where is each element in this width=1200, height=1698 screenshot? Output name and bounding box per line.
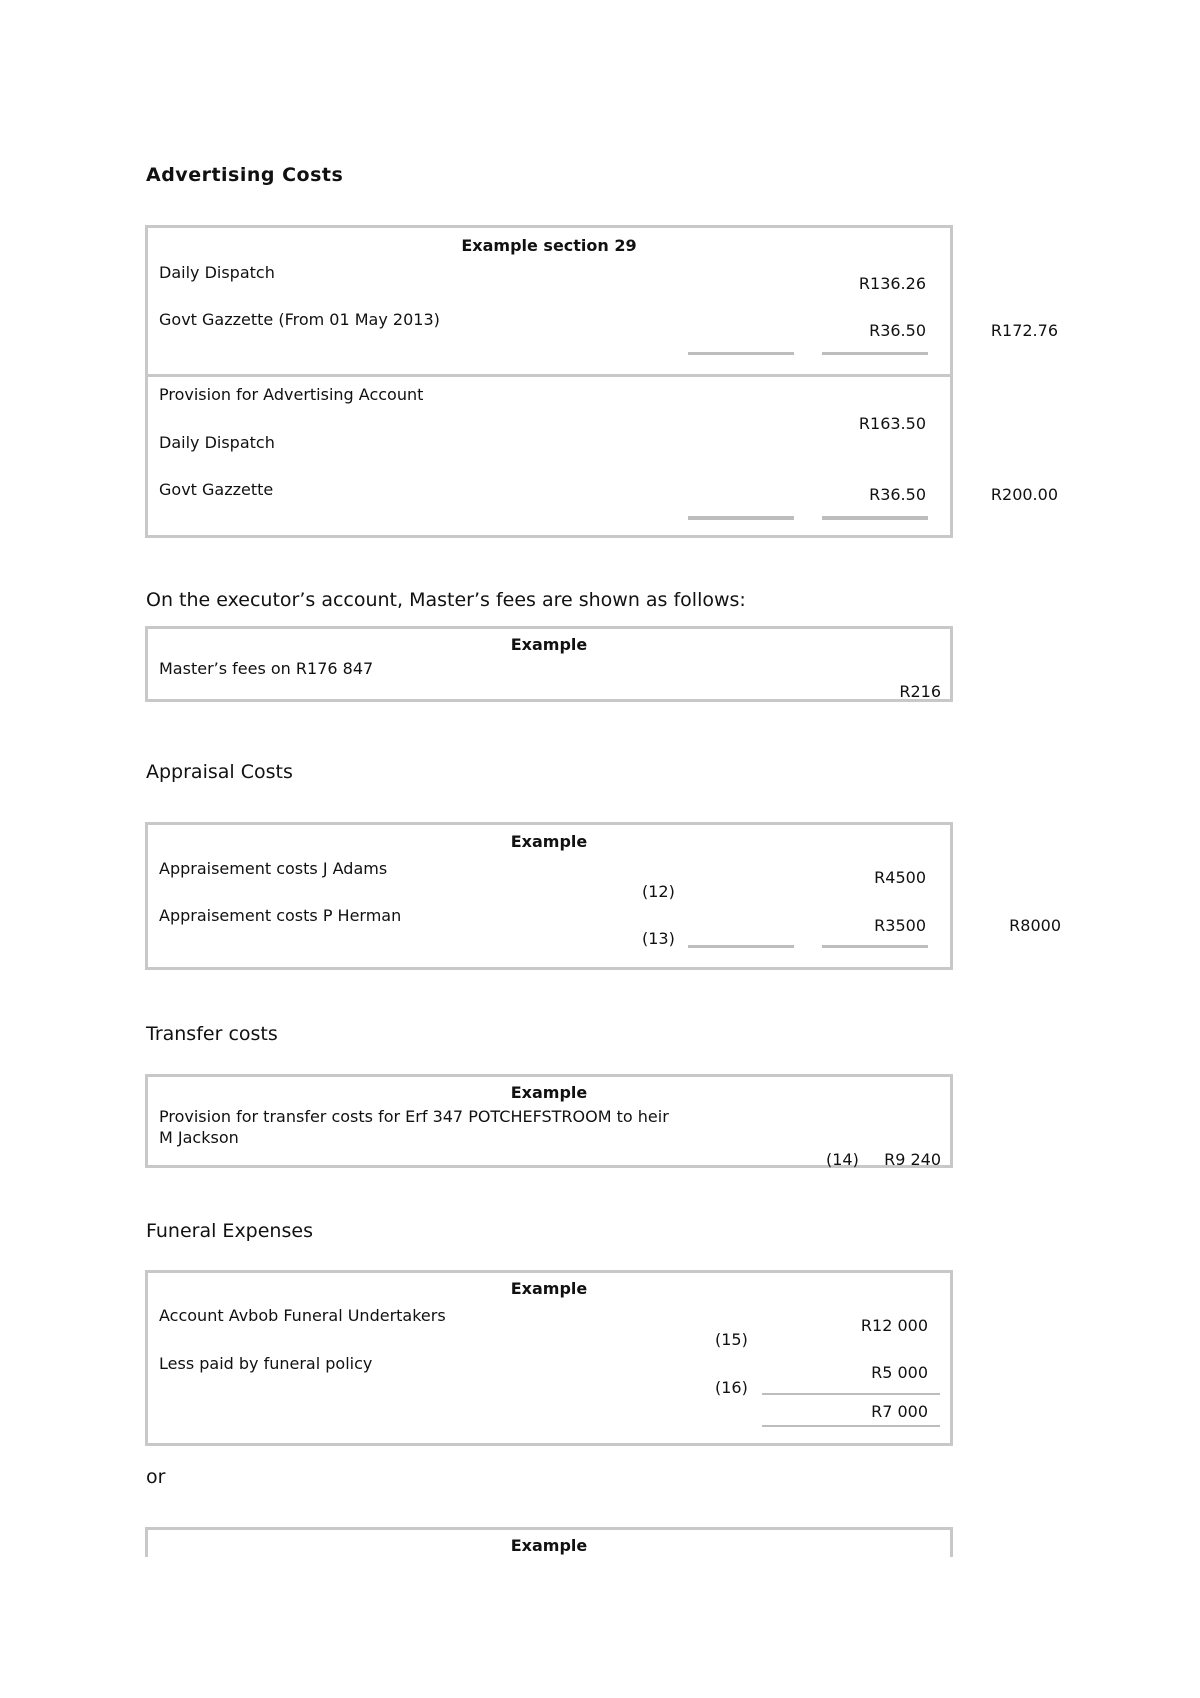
funeral-row1-amount: R12 000 xyxy=(860,1316,928,1335)
transfer-table-title: Example xyxy=(510,1083,588,1102)
funeral-net-amount: R7 000 xyxy=(871,1402,928,1421)
advertising-row-gazette-amount: R36.50 xyxy=(869,321,926,340)
appraisal-row2-label: Appraisement costs P Herman xyxy=(159,906,402,925)
masters-fees-table xyxy=(145,626,953,702)
provision-gazette-amount: R36.50 xyxy=(869,485,926,504)
provision-gazette-label: Govt Gazzette xyxy=(159,480,274,499)
heading-appraisal-costs: Appraisal Costs xyxy=(146,761,293,783)
masters-fees-label: Master’s fees on R176 847 xyxy=(159,659,374,678)
advertising-table-title: Example section 29 xyxy=(461,236,637,255)
underline-total xyxy=(822,516,928,520)
funeral-table xyxy=(145,1270,953,1446)
or-table-title: Example xyxy=(510,1536,588,1555)
underline-amount xyxy=(688,352,794,355)
provision-daily-dispatch-label: Daily Dispatch xyxy=(159,433,275,452)
funeral-row1-ref: (15) xyxy=(715,1330,748,1349)
masters-fees-intro: On the executor’s account, Master’s fees are shown as follows: xyxy=(146,589,746,611)
funeral-row1-label: Account Avbob Funeral Undertakers xyxy=(159,1306,446,1325)
heading-advertising-costs: Advertising Costs xyxy=(146,164,344,186)
transfer-ref: (14) xyxy=(826,1150,859,1169)
funeral-row2-ref: (16) xyxy=(715,1378,748,1397)
transfer-amount: R9 240 xyxy=(884,1150,941,1169)
underline-total xyxy=(822,352,928,355)
funeral-table-title: Example xyxy=(510,1279,588,1298)
advertising-row-gazette-label: Govt Gazzette (From 01 May 2013) xyxy=(159,310,440,329)
or-text: or xyxy=(146,1466,166,1488)
masters-table-title: Example xyxy=(510,635,588,654)
provision-gazette-total: R200.00 xyxy=(990,485,1058,504)
underline-amount xyxy=(688,945,794,948)
appraisal-row1-label: Appraisement costs J Adams xyxy=(159,859,388,878)
masters-fees-amount: R216 xyxy=(899,682,941,701)
transfer-table xyxy=(145,1074,953,1168)
funeral-row2-amount: R5 000 xyxy=(871,1363,928,1382)
advertising-row-gazette-total: R172.76 xyxy=(990,321,1058,340)
appraisal-row1-amount: R4500 xyxy=(874,868,926,887)
advertising-table xyxy=(145,225,1058,538)
advertising-row-daily-dispatch-amount: R136.26 xyxy=(858,274,926,293)
or-table xyxy=(145,1527,953,1557)
underline-net xyxy=(762,1425,940,1427)
transfer-label-line2: M Jackson xyxy=(159,1128,239,1147)
funeral-row2-label: Less paid by funeral policy xyxy=(159,1354,373,1373)
heading-funeral-expenses: Funeral Expenses xyxy=(146,1220,313,1242)
appraisal-total: R8000 xyxy=(1009,916,1061,935)
transfer-label-line1: Provision for transfer costs for Erf 347 POTCHEFSTROOM to heir xyxy=(159,1107,669,1126)
heading-transfer-costs: Transfer costs xyxy=(146,1023,278,1045)
underline-amount xyxy=(688,516,794,520)
underline-total xyxy=(822,945,928,948)
appraisal-row2-ref: (13) xyxy=(642,929,675,948)
appraisal-table xyxy=(145,822,1061,970)
provision-daily-dispatch-amount: R163.50 xyxy=(858,414,926,433)
advertising-row-daily-dispatch-label: Daily Dispatch xyxy=(159,263,275,282)
appraisal-row1-ref: (12) xyxy=(642,882,675,901)
appraisal-row2-amount: R3500 xyxy=(874,916,926,935)
provision-advertising-header: Provision for Advertising Account xyxy=(159,385,424,404)
underline-amount xyxy=(762,1393,940,1395)
advertising-divider xyxy=(148,374,950,377)
appraisal-table-title: Example xyxy=(510,832,588,851)
